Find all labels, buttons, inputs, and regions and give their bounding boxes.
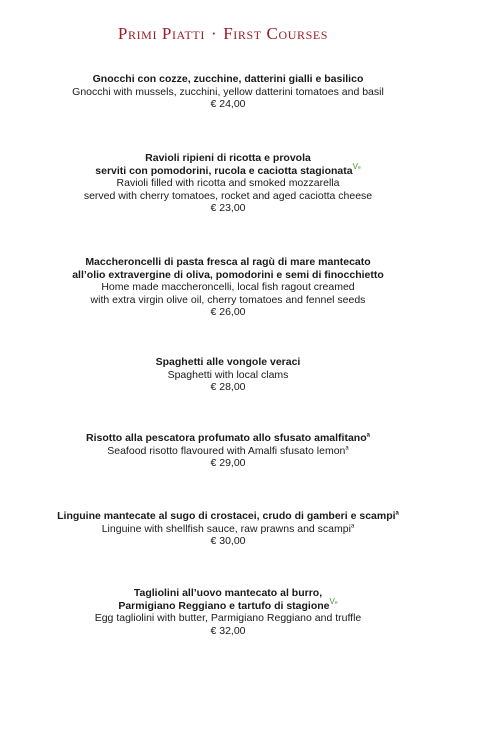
dish-price: € 29,00: [210, 457, 246, 469]
dish-description-en: Seafood risotto flavoured with Amalfi sfusato lemon$^a$: [107, 444, 349, 457]
dish-price: € 26,00: [210, 306, 246, 318]
dish-name-it: Linguine mantecate al sugo di crostacei, crudo di gamberi e scampi$^a$: [57, 510, 399, 522]
page-title: [0, 24, 446, 44]
dish-price: € 24,00: [210, 98, 246, 110]
allergen-mark: a: [395, 510, 399, 517]
dish-name-it-line2: Parmigiano Reggiano e tartufo di stagione$^{Ve}$: [118, 597, 338, 612]
dish-description-en: Egg tagliolini with butter, Parmigiano Reggiano and truffle: [94, 612, 362, 624]
allergen-mark: a: [366, 432, 370, 439]
dish-description-en: Home made maccheroncelli, local fish ragout creamed: [101, 281, 355, 293]
dish-spaghetti: [0, 356, 456, 394]
title-english: First Courses: [223, 24, 329, 43]
allergen-mark: a: [350, 523, 355, 529]
title-separator: ·: [210, 24, 218, 43]
dish-tagliolini: [0, 587, 456, 637]
dish-name-it: Ravioli ripieni di ricotta e provola: [145, 152, 311, 164]
dish-linguine: [0, 510, 456, 548]
dish-ravioli: [0, 152, 456, 215]
dish-description-en: Ravioli filled with ricotta and smoked mozzarella: [116, 177, 340, 189]
dish-maccheroncelli: [0, 256, 456, 319]
dish-description-en: Gnocchi with mussels, zucchini, yellow datterini tomatoes and basil: [72, 85, 384, 98]
dish-price: € 32,00: [210, 624, 246, 637]
vegetarian-mark: Ve: [329, 597, 338, 606]
dish-price: € 28,00: [210, 381, 246, 393]
title-italian: Primi Piatti: [117, 24, 205, 43]
dish-name-it: Gnocchi con cozze, zucchine, datterini gialli e basilico: [92, 73, 364, 85]
dish-description-en: Linguine with shellfish sauce, raw prawns and scampi$^a$: [101, 522, 355, 535]
allergen-mark: a: [345, 445, 349, 451]
dish-name-it: Risotto alla pescatora profumato allo sfusato amalfitano$^a$: [86, 432, 370, 444]
dish-gnocchi: [0, 73, 456, 111]
dish-risotto: [0, 432, 456, 470]
dish-description-en-line2: served with cherry tomatoes, rocket and aged caciotta cheese: [83, 189, 373, 202]
vegetarian-mark: Ve: [352, 162, 361, 171]
dish-name-it-line2: all’olio extravergine di oliva, pomodorini e semi di finocchietto: [72, 268, 384, 281]
dish-description-en: Spaghetti with local clams: [167, 368, 289, 381]
dish-name-it: Tagliolini all’uovo mantecato al burro,: [133, 587, 323, 599]
dish-price: € 30,00: [210, 535, 246, 547]
dish-name-it: Spaghetti alle vongole veraci: [155, 356, 301, 368]
dish-description-en-line2: with extra virgin olive oil, cherry tomatoes and fennel seeds: [90, 293, 366, 306]
dish-price: € 23,00: [210, 202, 246, 214]
dish-name-it-line2: serviti con pomodorini, rucola e caciotta stagionata$^{Ve}$: [95, 162, 361, 177]
dish-name-it: Maccheroncelli di pasta fresca al ragù di mare mantecato: [85, 256, 371, 268]
